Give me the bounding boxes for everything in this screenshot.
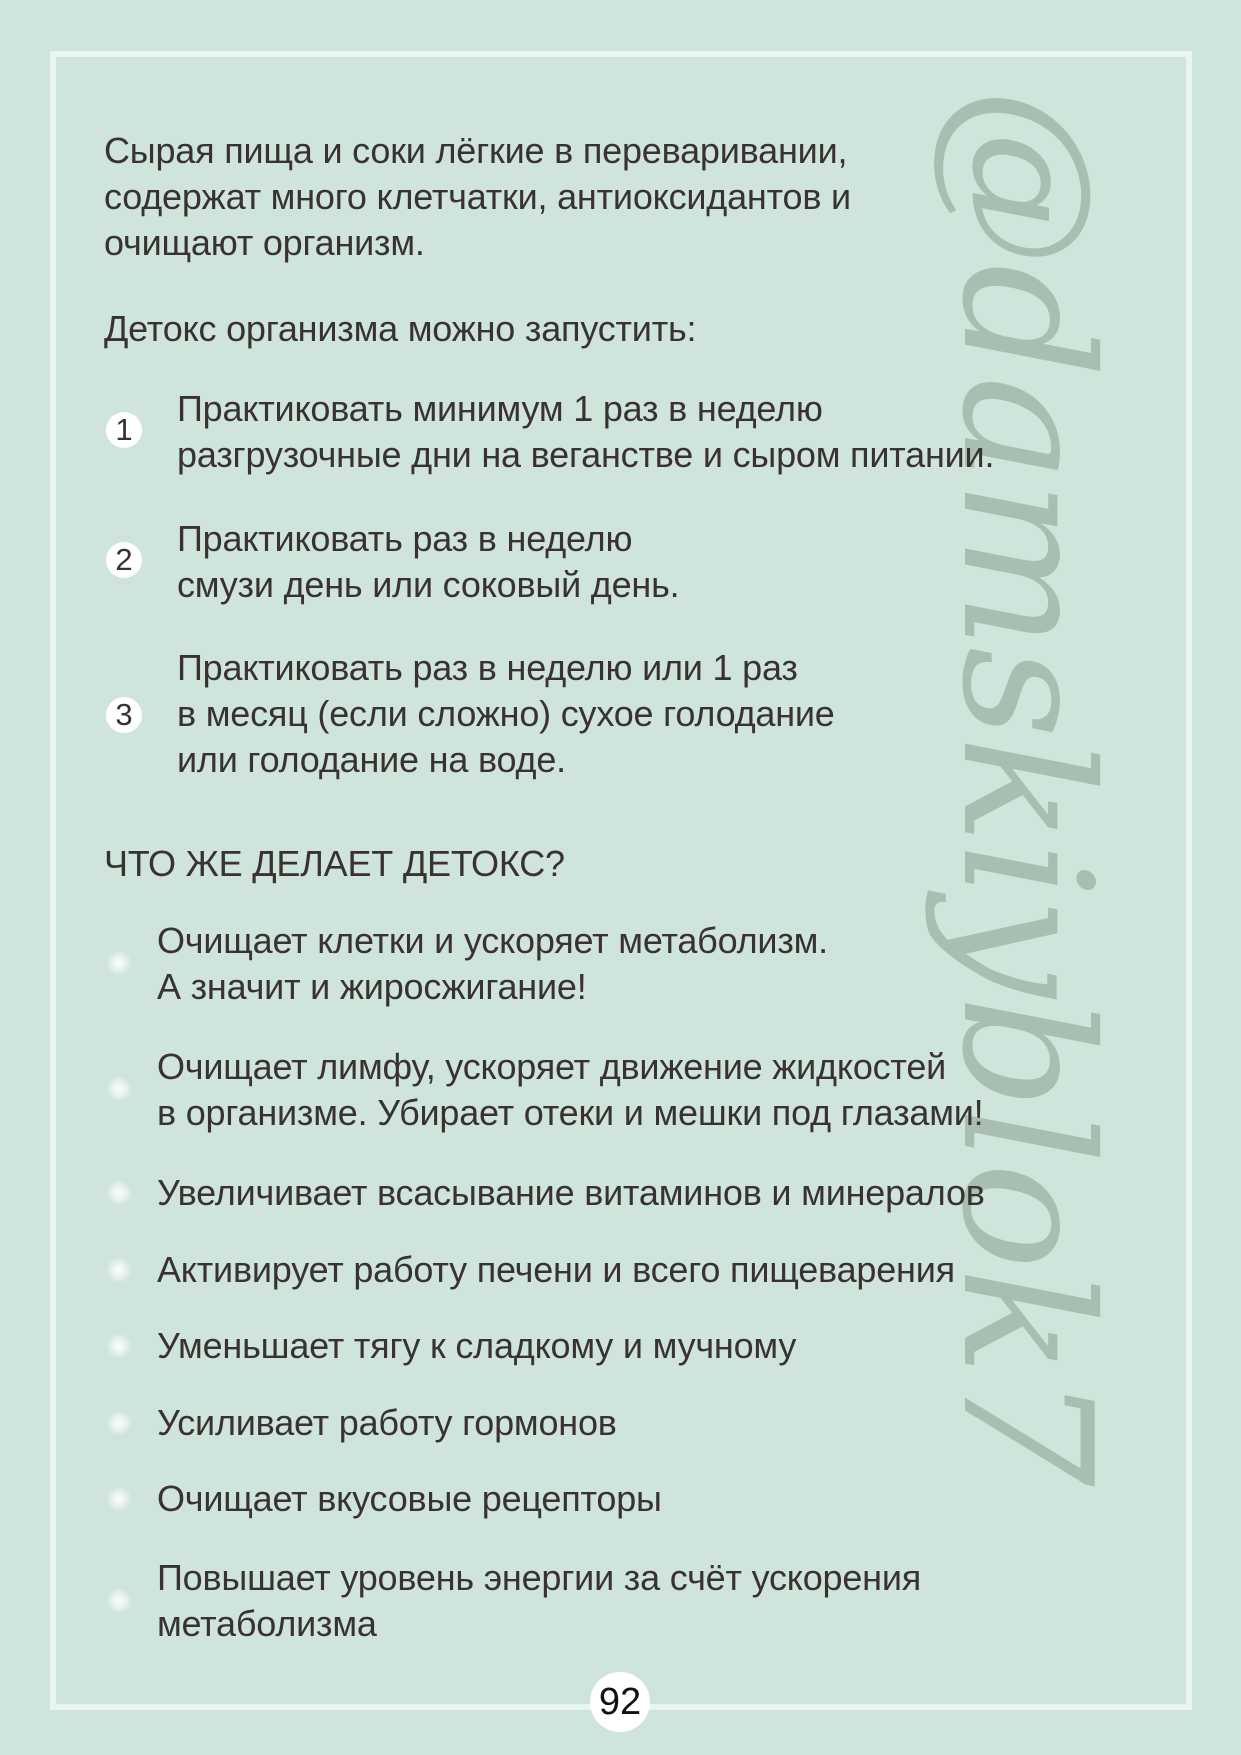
number-badge-2: 2 (106, 542, 142, 578)
watermark-text: @damskiyblok7 (923, 88, 1130, 1485)
number-badge-1: 1 (106, 412, 142, 448)
numbered-item-3 (177, 645, 835, 783)
intro-paragraph (104, 128, 851, 266)
numbered-item-line: Практиковать минимум 1 раз в неделю (177, 388, 823, 429)
bullet-dot-icon (106, 1257, 132, 1283)
numbered-item-line: разгрузочные дни на веганстве и сыром питании. (177, 434, 995, 475)
detox-start-heading: Детокс организма можно запустить: (104, 308, 697, 349)
bullet-dot-icon (106, 1180, 132, 1206)
bullet-dot-icon (106, 1076, 132, 1102)
bullet-dot-icon (106, 950, 132, 976)
effect-item-line: Повышает уровень энергии за счёт ускорения (157, 1557, 922, 1598)
effect-item-line: Усиливает работу гормонов (157, 1402, 617, 1443)
effect-item-line: Очищает вкусовые рецепторы (157, 1478, 662, 1519)
effect-item-line: Очищает клетки и ускоряет метаболизм. (157, 920, 828, 961)
effect-item-1 (157, 918, 828, 1010)
numbered-item-line: смузи день или соковый день. (177, 564, 680, 605)
page-number: 92 (590, 1672, 650, 1732)
numbered-item-line: Практиковать раз в неделю или 1 раз (177, 647, 798, 688)
effect-item-line: в организме. Убирает отеки и мешки под глазами! (157, 1092, 984, 1133)
intro-line: содержат много клетчатки, антиоксидантов и (104, 176, 851, 217)
bullet-dot-icon (106, 1333, 132, 1359)
effect-item-line: Увеличивает всасывание витаминов и минералов (157, 1172, 985, 1213)
number-badge-3: 3 (106, 697, 142, 733)
effect-item-line: Активирует работу печени и всего пищеварения (157, 1249, 955, 1290)
effect-item-7 (157, 1476, 662, 1522)
numbered-item-line: в месяц (если сложно) сухое голодание (177, 693, 835, 734)
numbered-item-2 (177, 516, 679, 608)
effect-item-6 (157, 1400, 617, 1446)
effect-item-4 (157, 1247, 955, 1293)
effect-item-3 (157, 1170, 985, 1216)
effect-item-line: Уменьшает тягу к сладкому и мучному (157, 1325, 797, 1366)
effect-item-2 (157, 1044, 983, 1136)
detox-effects-heading: ЧТО ЖЕ ДЕЛАЕТ ДЕТОКС? (104, 843, 565, 884)
effect-item-line: А значит и жиросжигание! (157, 966, 587, 1007)
intro-line: Сырая пища и соки лёгкие в переваривании, (104, 130, 848, 171)
bullet-dot-icon (106, 1410, 132, 1436)
effect-item-8 (157, 1555, 921, 1647)
effect-item-5 (157, 1323, 796, 1369)
numbered-item-line: Практиковать раз в неделю (177, 518, 633, 559)
intro-line: очищают организм. (104, 222, 425, 263)
numbered-item-line: или голодание на воде. (177, 739, 566, 780)
effect-item-line: метаболизма (157, 1603, 377, 1644)
bullet-dot-icon (106, 1486, 132, 1512)
effect-item-line: Очищает лимфу, ускоряет движение жидкостей (157, 1046, 947, 1087)
bullet-dot-icon (106, 1588, 132, 1614)
numbered-item-1 (177, 386, 994, 478)
